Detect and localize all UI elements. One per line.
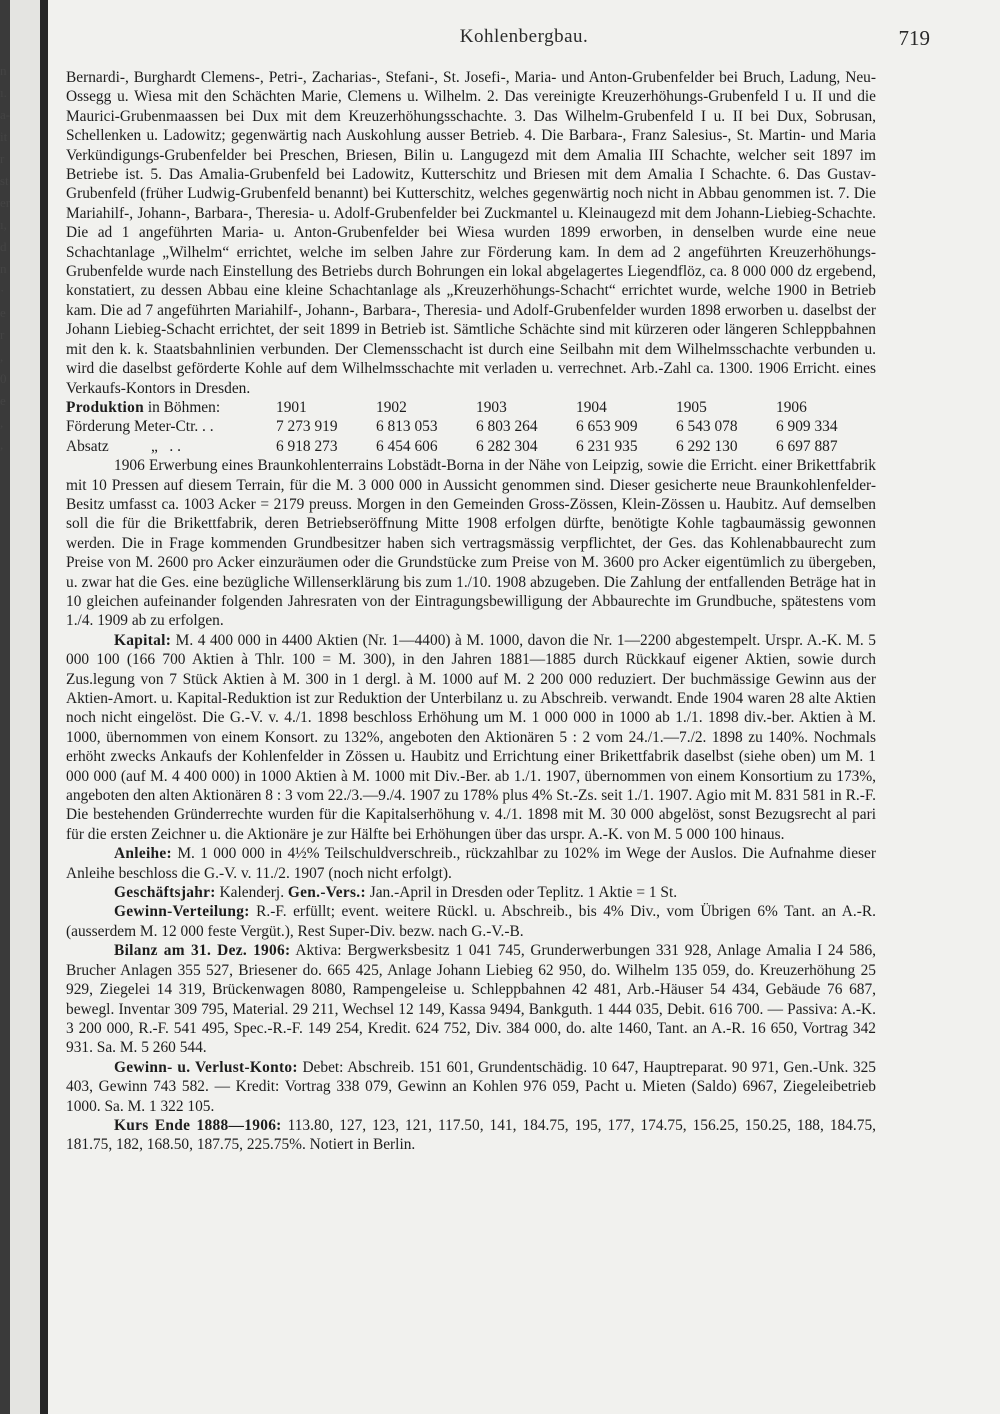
value-cell: 6 697 887 xyxy=(776,437,838,455)
margin-fragment: , xyxy=(0,415,4,430)
year-cell: 1901 xyxy=(276,398,307,416)
kapital-label: Kapital: xyxy=(114,631,172,649)
geschaeftsjahr-label: Geschäftsjahr: xyxy=(114,884,216,902)
value-cell: 6 918 273 xyxy=(276,437,338,455)
year-cell: 1906 xyxy=(776,398,807,416)
year-cell: 1904 xyxy=(576,398,607,416)
running-title: Kohlenbergbau. xyxy=(459,26,589,47)
gewinn-verteilung-section xyxy=(66,902,876,941)
production-label: Produktion xyxy=(66,398,144,416)
production-header-row xyxy=(66,398,876,417)
margin-fragment: ı. xyxy=(0,85,7,100)
margin-fragment: it xyxy=(0,129,8,144)
gewinn-verteilung-text: R.-F. erfüllt; event. weitere Rückl. u. Abschreib., bis 4% Div., vom Übrigen 6% Tant. an A.-R. (ausserdem M. 12 000 feste Vergüt.), Rest Super-Div. bezw. nach G.-V.-B. xyxy=(66,903,876,940)
margin-fragment: , xyxy=(0,349,4,364)
gewinn-verlust-text: Debet: Abschreib. 151 601, Grundentschädig. 10 647, Hauptreparat. 90 971, Gen.-Unk. 325 403, Gewinn 743 582. — Kredit: Vortrag 338 079, Gewinn an Kohlen 976 059, Pacht u. Mieten (Saldo) 6967, Ziegeleibetrieb 1000. Sa. M. 1 322 105. xyxy=(66,1058,876,1115)
year-cell: 1902 xyxy=(376,398,407,416)
margin-fragment: n xyxy=(0,63,7,78)
value-cell: 6 543 078 xyxy=(676,418,738,436)
margin-fragment: st xyxy=(0,173,9,188)
production-heading xyxy=(66,398,276,417)
article-body xyxy=(66,68,876,1155)
anleihe-label: Anleihe: xyxy=(114,845,172,863)
gen-vers-text: Jan.-April in Dresden oder Teplitz. 1 Aktie = 1 St. xyxy=(369,884,678,902)
bilanz-text: Aktiva: Bergwerksbesitz 1 041 745, Grunderwerbungen 331 928, Anlage Amalia I 24 586, Brucher Anlagen 355 527, Briesener do. 665 425, Anlage Johann Liebieg 62 950, do. Wilhelm 135 059, do. Kreuzerhöhung 25 929, Ziegelei 14 319, Brückenwagen 8080, Rampengeleise u. Schleppbahnen 42 481, Arb.-Häuser 54 434, Gebäude 76 687, bewegl. Inventar 309 795, Material. 29 211, Wechsel 12 149, Kassa 9494, Bankguth. 1 444 035, Debit. 616 700. — Passiva: A.-K. 3 200 000, R.-F. 541 495, Spec.-R.-F. 149 254, Kredit. 624 752, Div. 384 000, do. alte 1460, Tant. an A.-R. 16 650, Vortrag 342 931. Sa. M. 5 260 544. xyxy=(66,942,876,1057)
production-label-rest: in Böhmen: xyxy=(147,398,221,416)
year-cell: 1903 xyxy=(476,398,507,416)
value-cell: 6 909 334 xyxy=(776,418,838,436)
table-row xyxy=(66,437,876,456)
margin-fragment: a- xyxy=(0,107,11,122)
margin-fragment: n xyxy=(0,261,7,276)
row-label: Absatz „ . . xyxy=(66,437,181,455)
anleihe-text: M. 1 000 000 in 4½% Teilschuldverschreib., rückzahlbar zu 102% im Wege der Auslos. Die Aufnahme dieser Anleihe beschloss die G.-V. v. 11./2. 1907 (noch nicht erfolgt). xyxy=(66,845,876,882)
margin-fragment: d xyxy=(0,239,7,254)
value-cell: 6 454 606 xyxy=(376,437,438,455)
bilanz-label: Bilanz am 31. Dez. 1906: xyxy=(114,942,291,960)
value-cell: 6 292 130 xyxy=(676,437,738,455)
page-gutter-shadow xyxy=(40,0,48,1414)
paragraph-mine-fields: Bernardi-, Burghardt Clemens-, Petri-, Zacharias-, Stefani-, St. Josefi-, Maria- und Anton-Grubenfelder bei Bruch, Ladung, Neu-Ossegg u. Wiesa mit den Schächten Marie, Clemens u. Wilhelm. 2. Das vereinigte Kreuzerhöhungs-Grubenfeld I u. II und die Maurici-Grubenmaassen bei Dux mit dem Kreuzerhöhungsschachte. 3. Das Wilhelm-Grubenfeld I u. II bei Dux, Sobrusan, Schellenken u. Ladowitz; gegenwärtig nach Auskohlung ausser Betrieb. 4. Die Barbara-, Franz Salesius-, St. Martin- und Maria Verkündigungs-Grubenfelder bei Preschen, Briesen, Bilin u. Langugezd mit dem Amalia III Schachte, welcher seit 1897 im Betriebe ist. 5. Das Amalia-Grubenfeld bei Ladowitz, Kutterschitz und Briesen mit dem Amalia I Schachte. 6. Das Gustav-Grubenfeld (früher Ludwig-Grubenfeld benannt) bei Kutterschitz, welches gegenwärtig noch nicht in Abbau genommen ist. 7. Die Mariahilf-, Johann-, Barbara-, Theresia- u. Adolf-Grubenfelder bei Zuckmantel u. Kleinaugezd mit dem Johann-Liebieg-Schachte. Die ad 1 angeführten Maria- u. Anton-Grubenfelder bei Wiesa wurden 1899 erworben, in denselben wurde eine neue Schachtanlage „Wilhelm“ errichtet, welche im selben Jahre zur Förderung kam. In dem ad 2 angeführten Kreuzerhöhungs-Grubenfelde wurde nach Einstellung des Betriebs durch Bohrungen ein lokal abgelagertes Liegendflöz, ca. 8 000 000 dz ergebend, konstatiert, zu dessen Abbau eine kleine Schachtanlage als „Kreuzerhöhungs-Schacht“ errichtet wurde, welche 1900 in Betrieb kam. Die ad 7 angeführten Mariahilf-, Johann-, Barbara-, Theresia- und Adolf-Grubenfelder wurden 1898 erworben u. daselbst der Johann Liebieg-Schacht errichtet, der seit 1899 in Betrieb ist. Sämtliche Schächte sind mit kürzeren oder längeren Schleppbahnen mit den k. k. Staatsbahnlinien verbunden. Der Clemensschacht ist durch eine Seilbahn mit dem Wilhelmsschachte verbunden u. wird die daselbst geförderte Kohle auf dem Wilhelmsschachte mit verladen u. verrechnet. Arb.-Zahl ca. 1300. 1906 Erricht. eines Verkaufs-Kontors in Dresden. xyxy=(66,69,876,397)
value-cell: 6 653 909 xyxy=(576,418,638,436)
table-row xyxy=(66,417,876,436)
kurs-text: 113.80, 127, 123, 121, 117.50, 141, 184.75, 195, 177, 174.75, 156.25, 150.25, 188, 184.75, 181.75, 182, 168.50, 187.75, 225.75%. Notiert in Berlin. xyxy=(66,1116,876,1154)
bilanz-section xyxy=(66,941,876,1057)
year-cell: 1905 xyxy=(676,398,707,416)
value-cell: 6 813 053 xyxy=(376,418,438,436)
paragraph-acquisition: 1906 Erwerbung eines Braunkohlenterrains Lobstädt-Borna in der Nähe von Leipzig, sowie die Erricht. einer Brikettfabrik mit 10 Pressen auf diesem Terrain, für die M. 3 000 000 in Aussicht genommen sind. Dieser gesicherte neue Braunkohlenfelder-Besitz umfasst ca. 1003 Acker = 2179 preuss. Morgen in den Gemeinden Gross-Zössen, Klein-Zössen u. Haubitz. Auf demselben soll die für die Brikettfabrik, deren Betriebseröffnung Mitte 1908 erfolgen dürfte, benötigte Kohle tagbaumässig gewonnen werden. Die in Frage kommenden Grundbesitzer haben sich vertragsmässig verpflichtet, der Ges. das Kohlenabbaurecht zum Preise von M. 2600 pro Acker einzuräumen oder die Grundstücke zum Preise von M. 3600 pro Acker eigentümlich zu übergeben, u. zwar hat die Ges. eine bezügliche Willenserklärung bis zum 1./10. 1908 abzugeben. Die Zahlung der entfallenden Beträge hat in 10 gleichen aufeinander folgenden Jahresraten von der Eintragungsbewilligung der Abbaurechte im Grundbuche, spätestens vom 1./4. 1909 ab zu erfolgen. xyxy=(66,457,876,630)
production-section xyxy=(66,398,876,456)
value-cell: 7 273 919 xyxy=(276,418,338,436)
row-label: Förderung Meter-Ctr. . . xyxy=(66,418,214,436)
kapital-section xyxy=(66,631,876,844)
geschaeftsjahr-text: Kalenderj. xyxy=(219,884,285,902)
value-cell: 6 803 264 xyxy=(476,418,538,436)
margin-fragment: er xyxy=(0,195,11,210)
kurs-label: Kurs Ende 1888—1906: xyxy=(114,1116,282,1134)
gewinn-verlust-section xyxy=(66,1058,876,1116)
margin-fragment: r xyxy=(0,327,5,342)
margin-fragment: 0 xyxy=(0,371,7,386)
book-page xyxy=(48,0,1000,1414)
page-header xyxy=(48,26,1000,56)
margin-fragment: , xyxy=(0,437,4,452)
production-table xyxy=(66,398,876,456)
margin-fragment: e xyxy=(0,305,6,320)
kapital-text: M. 4 400 000 in 4400 Aktien (Nr. 1—4400) à M. 1000, davon die Nr. 1—2200 abgestempelt. Urspr. A.-K. M. 5 000 100 (166 700 Aktien à Thlr. 100 = M. 300), in den Jahren 1881—1885 durch Rückkauf eigener Aktien, sowie durch Zus.legung von 7 Stück Aktien à M. 300 in 1 dergl. à M. 1000 auf M. 2 200 000 reduziert. Der buchmässige Gewinn aus der Aktien-Amort. u. Kapital-Reduktion ist zur Reduktion der Unterbilanz u. zu Abschreib. verwandt. Ende 1904 waren 28 alte Aktien noch nicht eingelöst. Die G.-V. v. 4./1. 1898 beschloss Erhöhung um M. 1 000 000 in 1000 ab 1./1. 1898 div.-ber. Aktien à M. 1000, übernommen von einem Konsort. zu 132%, angeboten den Aktionären 5 : 2 vom 24./1.—7./2. 1898 zu 140%. Nochmals erhöht zwecks Ankaufs der Kohlenfelder in Zössen u. Haubitz und Errichtung einer Brikettfabrik daselbst (siehe oben) um M. 1 000 000 (auf M. 4 400 000) in 1000 Aktien à M. 1000 mit Div.-Ber. ab 1./1. 1907, übernommen von einem Konsortium zu 173%, angeboten den alten Aktionären 8 : 3 vom 22./3.—9./4. 1907 zu 178% plus 4% St.-Zs. seit 1./1. 1907. Agio mit M. 831 581 in R.-F. Die bestehenden Gründerrechte wurden für die Kapitalserhöhung v. 4./1. 1898 mit M. 30 000 abgelöst, sonst Bezugsrecht al pari für die ersten Zeichner u. die Aktionäre je zur Hälfte bei Erhöhungen über das urspr. A.-K. von M. 5 000 100 hinaus. xyxy=(66,631,876,843)
geschaeftsjahr-section xyxy=(66,883,876,902)
gewinn-verlust-label: Gewinn- u. Verlust-Konto: xyxy=(114,1058,298,1076)
margin-fragment: ı, xyxy=(0,217,7,232)
facing-page-margin xyxy=(0,60,12,456)
kurs-section xyxy=(66,1116,876,1155)
page-number: 719 xyxy=(898,26,930,50)
gen-vers-label: Gen.-Vers.: xyxy=(287,884,366,902)
anleihe-section xyxy=(66,844,876,883)
margin-fragment: e xyxy=(0,393,6,408)
value-cell: 6 282 304 xyxy=(476,437,538,455)
margin-fragment: r xyxy=(0,151,5,166)
margin-fragment: · xyxy=(0,283,5,298)
gewinn-verteilung-label: Gewinn-Verteilung: xyxy=(114,903,250,921)
value-cell: 6 231 935 xyxy=(576,437,638,455)
